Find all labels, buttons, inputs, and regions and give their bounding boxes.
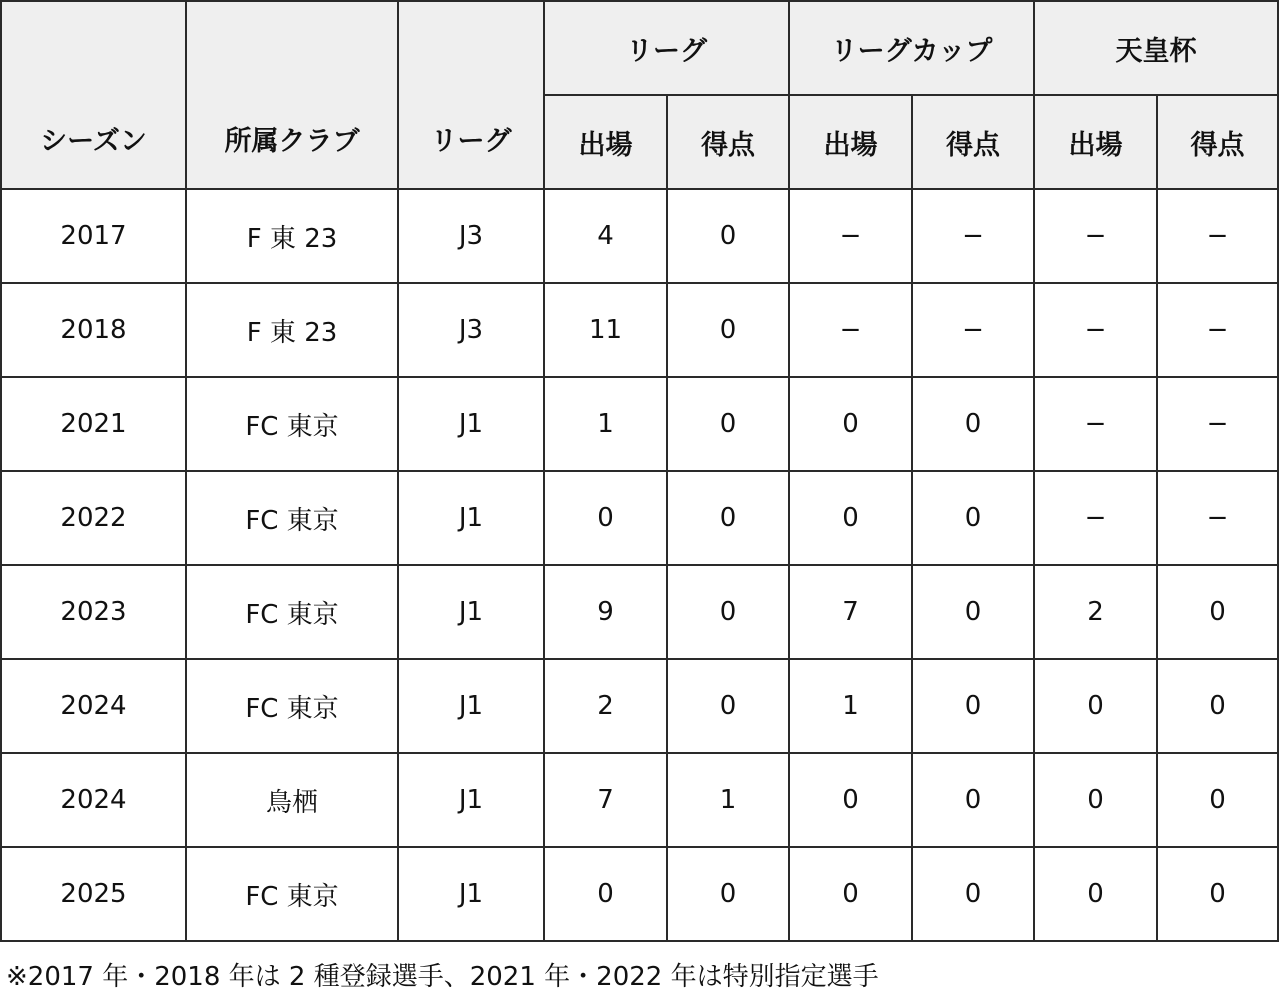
table-header	[1, 1, 1278, 189]
cell-league-apps: 11	[544, 283, 667, 377]
table-row	[1, 753, 1278, 847]
cell-emperor-apps: 0	[1034, 753, 1157, 847]
cell-emperor-apps: −	[1034, 283, 1157, 377]
cell-emperor-apps: −	[1034, 189, 1157, 283]
cell-cup-goals: 0	[912, 659, 1034, 753]
header-cup-apps: 出場	[789, 95, 912, 189]
cell-league-goals: 1	[667, 753, 789, 847]
cell-cup-goals: 0	[912, 377, 1034, 471]
cell-cup-goals: −	[912, 189, 1034, 283]
cell-cup-apps: 0	[789, 377, 912, 471]
cell-league: J1	[398, 753, 544, 847]
header-league: リーグ	[398, 1, 544, 189]
header-emperor-goals: 得点	[1157, 95, 1278, 189]
cell-league-apps: 9	[544, 565, 667, 659]
cell-league-apps: 4	[544, 189, 667, 283]
cell-league: J3	[398, 283, 544, 377]
table-row	[1, 471, 1278, 565]
table-row	[1, 565, 1278, 659]
cell-league: J1	[398, 565, 544, 659]
cell-club: FC 東京	[186, 377, 398, 471]
cell-league-apps: 0	[544, 847, 667, 941]
cell-cup-goals: 0	[912, 565, 1034, 659]
cell-season: 2025	[1, 847, 186, 941]
cell-season: 2023	[1, 565, 186, 659]
cell-emperor-goals: 0	[1157, 847, 1278, 941]
cell-league-apps: 0	[544, 471, 667, 565]
cell-season: 2024	[1, 753, 186, 847]
cell-emperor-apps: 0	[1034, 659, 1157, 753]
cell-league: J1	[398, 847, 544, 941]
header-emperor-apps: 出場	[1034, 95, 1157, 189]
cell-season: 2022	[1, 471, 186, 565]
footnote: ※2017 年・2018 年は 2 種登録選手、2021 年・2022 年は特別指定選手	[6, 962, 879, 992]
cell-club: FC 東京	[186, 659, 398, 753]
header-group-league-cup: リーグカップ	[789, 1, 1034, 95]
cell-club: 鳥栖	[186, 753, 398, 847]
header-season: シーズン	[1, 1, 186, 189]
cell-emperor-goals: 0	[1157, 753, 1278, 847]
header-league-goals: 得点	[667, 95, 789, 189]
cell-emperor-goals: 0	[1157, 659, 1278, 753]
cell-season: 2024	[1, 659, 186, 753]
cell-league-goals: 0	[667, 471, 789, 565]
header-cup-goals: 得点	[912, 95, 1034, 189]
cell-cup-apps: −	[789, 189, 912, 283]
cell-cup-goals: 0	[912, 847, 1034, 941]
cell-league: J1	[398, 471, 544, 565]
cell-cup-apps: −	[789, 283, 912, 377]
cell-season: 2021	[1, 377, 186, 471]
header-club: 所属クラブ	[186, 1, 398, 189]
cell-emperor-goals: −	[1157, 189, 1278, 283]
cell-cup-apps: 0	[789, 471, 912, 565]
header-row-groups	[1, 1, 1278, 95]
cell-season: 2018	[1, 283, 186, 377]
cell-emperor-goals: −	[1157, 377, 1278, 471]
table-row	[1, 377, 1278, 471]
cell-league-goals: 0	[667, 847, 789, 941]
cell-club: FC 東京	[186, 847, 398, 941]
cell-league-goals: 0	[667, 659, 789, 753]
table-row	[1, 847, 1278, 941]
cell-league-apps: 7	[544, 753, 667, 847]
cell-emperor-apps: 0	[1034, 847, 1157, 941]
cell-season: 2017	[1, 189, 186, 283]
cell-cup-goals: −	[912, 283, 1034, 377]
cell-cup-goals: 0	[912, 471, 1034, 565]
cell-cup-apps: 0	[789, 847, 912, 941]
cell-league: J3	[398, 189, 544, 283]
cell-league: J1	[398, 659, 544, 753]
cell-league-apps: 1	[544, 377, 667, 471]
cell-club: F 東 23	[186, 283, 398, 377]
cell-emperor-goals: −	[1157, 471, 1278, 565]
cell-cup-goals: 0	[912, 753, 1034, 847]
cell-emperor-apps: −	[1034, 377, 1157, 471]
header-group-emperors-cup: 天皇杯	[1034, 1, 1278, 95]
cell-club: FC 東京	[186, 471, 398, 565]
table-row	[1, 189, 1278, 283]
cell-club: FC 東京	[186, 565, 398, 659]
cell-club: F 東 23	[186, 189, 398, 283]
table-body	[1, 189, 1278, 941]
header-league-apps: 出場	[544, 95, 667, 189]
table-row	[1, 283, 1278, 377]
cell-league-apps: 2	[544, 659, 667, 753]
cell-cup-apps: 7	[789, 565, 912, 659]
cell-emperor-apps: 2	[1034, 565, 1157, 659]
cell-league: J1	[398, 377, 544, 471]
cell-league-goals: 0	[667, 565, 789, 659]
table-row	[1, 659, 1278, 753]
cell-league-goals: 0	[667, 377, 789, 471]
header-group-league: リーグ	[544, 1, 789, 95]
cell-emperor-goals: −	[1157, 283, 1278, 377]
cell-league-goals: 0	[667, 283, 789, 377]
cell-emperor-goals: 0	[1157, 565, 1278, 659]
cell-league-goals: 0	[667, 189, 789, 283]
cell-emperor-apps: −	[1034, 471, 1157, 565]
cell-cup-apps: 0	[789, 753, 912, 847]
cell-cup-apps: 1	[789, 659, 912, 753]
